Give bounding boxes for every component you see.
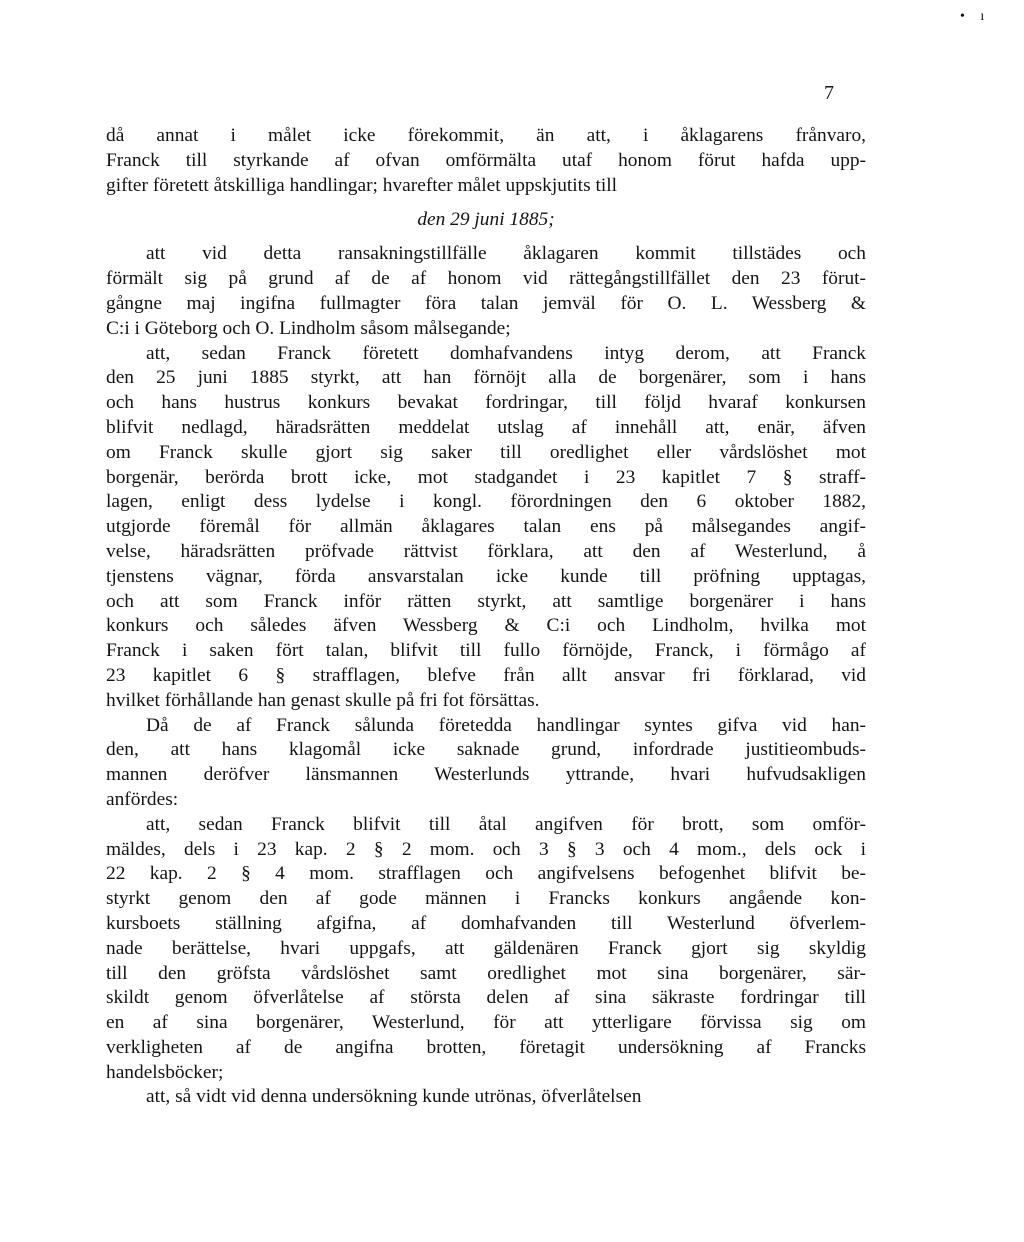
text-line: 23 kapitlet 6 § strafflagen, blefve från allt ansvar fri förklarad, vid bbox=[106, 664, 866, 686]
text-line: mannen deröfver länsmannen Westerlunds yttrande, hvari hufvudsakligen bbox=[106, 764, 866, 786]
text-line: gifter företett åtskilliga handlingar; hvarefter målet uppskjutits till bbox=[106, 174, 618, 196]
text-line: att vid detta ransakningstillfälle åklagaren kommit tillstädes och bbox=[146, 243, 866, 265]
text-line: Franck i saken fört talan, blifvit till fullo förnöjde, Franck, i förmågo af bbox=[106, 640, 866, 662]
text-line: till den gröfsta vårdslöshet samt oredlighet mot sina borgenärer, sär- bbox=[106, 962, 866, 984]
text-line: och att som Franck inför rätten styrkt, att samtlige borgenärer i hans bbox=[106, 590, 866, 612]
text-line: att, sedan Franck blifvit till åtal angifven för brott, som omför- bbox=[146, 813, 866, 835]
text-line: verkligheten af de angifna brotten, företagit undersökning af Francks bbox=[106, 1036, 866, 1058]
text-line: hvilket förhållande han genast skulle på fri fot försättas. bbox=[106, 689, 540, 711]
text-line: den 25 juni 1885 styrkt, att han förnöjt alla de borgenärer, som i hans bbox=[106, 367, 866, 389]
text-line: den, att hans klagomål icke saknade grund, infordrade justitieombuds- bbox=[106, 739, 866, 761]
page-number: 7 bbox=[824, 82, 834, 104]
text-line: Franck till styrkande af ofvan omförmälta utaf honom förut hafda upp- bbox=[106, 149, 866, 171]
text-line: velse, häradsrätten pröfvade rättvist förklara, att den af Westerlund, å bbox=[106, 540, 866, 562]
text-line: lagen, enligt dess lydelse i kongl. förordningen den 6 oktober 1882, bbox=[106, 491, 866, 513]
text-line: om Franck skulle gjort sig saker till oredlighet eller vårdslöshet mot bbox=[106, 441, 866, 463]
text-line: styrkt genom den af gode männen i Francks konkurs angående kon- bbox=[106, 888, 866, 910]
body-text bbox=[106, 124, 866, 1110]
text-line: nade berättelse, hvari uppgafs, att gäldenären Franck gjort sig skyldig bbox=[106, 937, 866, 959]
text-line: 22 kap. 2 § 4 mom. strafflagen och angifvelsens befogenhet blifvit be- bbox=[106, 863, 866, 885]
text-line: att, så vidt vid denna undersökning kunde utrönas, öfverlåtelsen bbox=[146, 1086, 642, 1108]
date-heading: den 29 juni 1885; bbox=[417, 209, 555, 231]
text-line: förmält sig på grund af de af honom vid rättegångstillfället den 23 förut- bbox=[106, 268, 866, 290]
text-line: skildt genom öfverlåtelse af största delen af sina säkraste fordringar till bbox=[106, 987, 866, 1009]
text-line: blifvit nedlagd, häradsrätten meddelat utslag af innehåll att, enär, äfven bbox=[106, 416, 866, 438]
text-line: utgjorde föremål för allmän åklagares talan ens på målsegandes angif- bbox=[106, 516, 866, 538]
text-line: konkurs och således äfven Wessberg & C:i och Lindholm, hvilka mot bbox=[106, 615, 866, 637]
text-line: att, sedan Franck företett domhafvandens intyg derom, att Franck bbox=[146, 342, 866, 364]
text-line: C:i i Göteborg och O. Lindholm såsom målsegande; bbox=[106, 317, 511, 339]
text-line: och hans hustrus konkurs bevakat fordringar, till följd hvaraf konkursen bbox=[106, 392, 866, 414]
text-line: kursboets ställning afgifna, af domhafvanden till Westerlund öfverlem- bbox=[106, 912, 866, 934]
text-line: borgenär, berörda brott icke, mot stadgandet i 23 kapitlet 7 § straff- bbox=[106, 466, 866, 488]
text-line: Då de af Franck sålunda företedda handlingar syntes gifva vid han- bbox=[146, 714, 866, 736]
page-marks: • ı bbox=[960, 9, 991, 24]
text-line: då annat i målet icke förekommit, än att, i åklagarens frånvaro, bbox=[106, 125, 866, 146]
text-line: anfördes: bbox=[106, 788, 179, 810]
text-line: gångne maj ingifna fullmagter föra talan jemväl för O. L. Wessberg & bbox=[106, 292, 866, 314]
text-line: en af sina borgenärer, Westerlund, för att ytterligare förvissa sig om bbox=[106, 1012, 866, 1034]
text-line: handelsböcker; bbox=[106, 1061, 224, 1083]
text-line: mäldes, dels i 23 kap. 2 § 2 mom. och 3 § 3 och 4 mom., dels ock i bbox=[106, 838, 866, 860]
text-line: tjenstens vägnar, förda ansvarstalan icke kunde till pröfning upptagas, bbox=[106, 565, 866, 587]
